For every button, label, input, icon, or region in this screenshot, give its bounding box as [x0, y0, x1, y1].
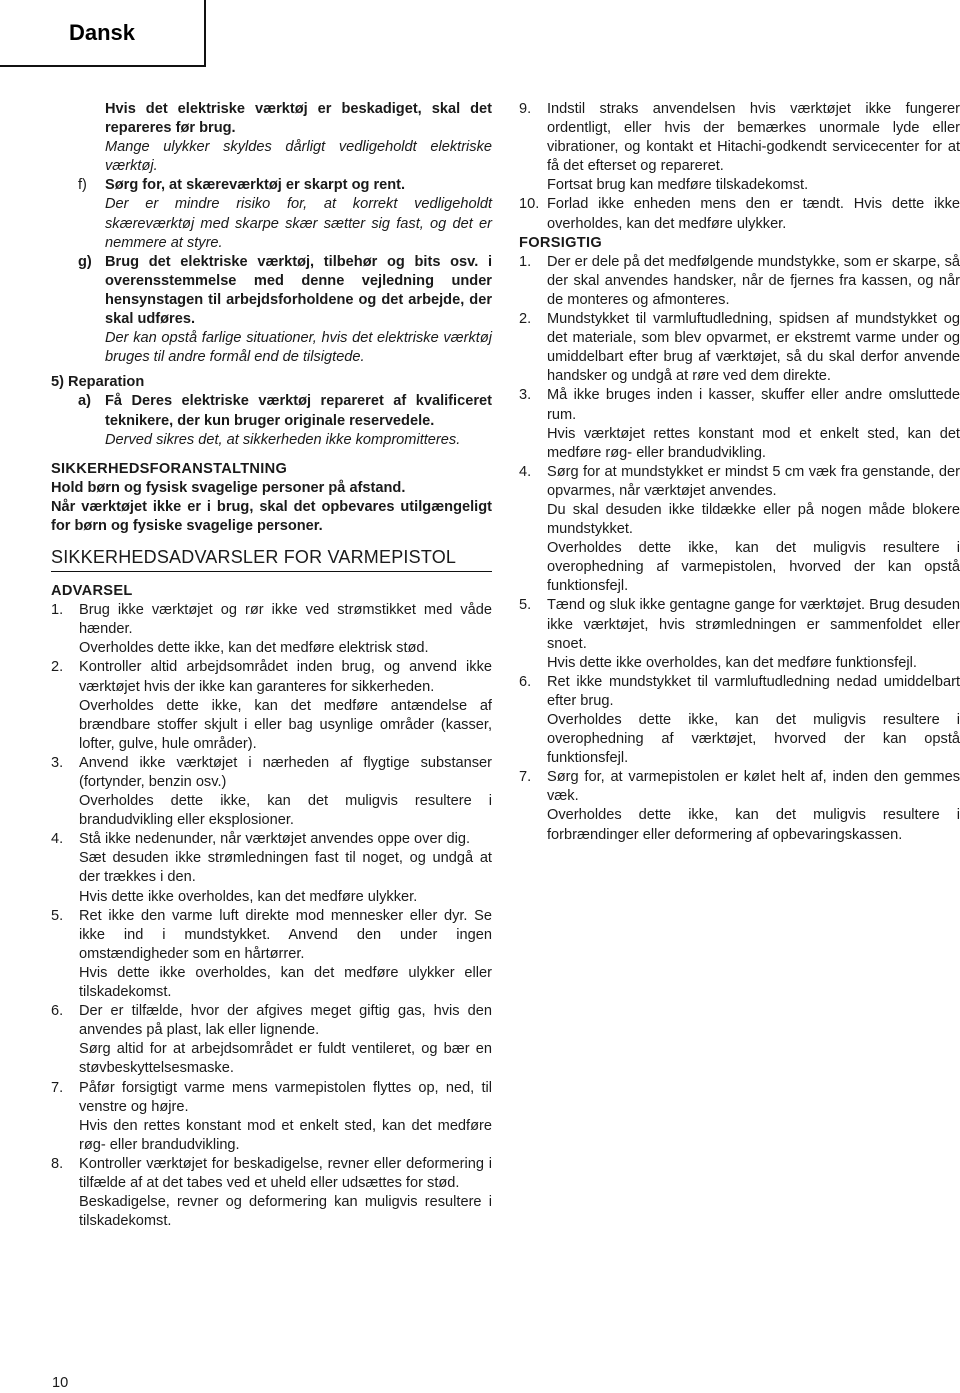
- item-number: 1.: [51, 602, 64, 619]
- item-text: Påfør forsigtigt varme mens varmepistolen flyttes op, ned, til venstre og højre.: [79, 1079, 492, 1115]
- item-extra: Overholdes dette ikke, kan det muligvis resultere i brandudvikling eller eksplosioner.: [79, 793, 492, 829]
- item-extra: Sørg altid for at arbejdsområdet er fuldt ventileret, og bær en støvbeskyttelsesmaske.: [79, 1041, 492, 1077]
- list-item: [51, 907, 492, 1002]
- intro-italic-text: Mange ulykker skyldes dårligt vedligeholdt elektriske værktøj.: [105, 139, 492, 175]
- item-extra: Hvis dette ikke overholdes, kan det medføre funktionsfejl.: [547, 654, 917, 671]
- item-number: 10.: [519, 196, 540, 213]
- item-text: Der er dele på det medfølgende mundstykke, som er skarpe, så der skal anvendes handsker, når de fjernes fra kassen, og når de monteres og afmonteres.: [547, 253, 960, 308]
- section-5-title: 5) Reparation: [51, 374, 145, 391]
- item-text: Anvend ikke værktøjet i nærheden af flygtige substanser (fortynder, benzin osv.): [79, 754, 492, 790]
- warning-label: ADVARSEL: [51, 583, 133, 600]
- item-extra: Hvis værktøjet rettes konstant mod et enkelt sted, kan det medføre røg- eller brandudvikling.: [547, 425, 960, 461]
- item-number: 3.: [51, 754, 64, 771]
- item-extra: Sæt desuden ikke strømledningen fast til noget, og undgå at der trækkes i den.: [79, 850, 492, 886]
- item-extra: Overholdes dette ikke, kan det muligvis resultere i overophedning af varmepistolen, hvorved der kan opstå funktionsfejl.: [547, 540, 960, 595]
- item-a-italic: Derved sikres det, at sikkerheden ikke kompromitteres.: [105, 431, 461, 448]
- item-extra: Hvis dette ikke overholdes, kan det medføre ulykker eller tilskadekomst.: [79, 964, 492, 1001]
- list-item: [519, 673, 960, 768]
- item-text: Kontroller værktøjet for beskadigelse, revner eller deformering i tilfælde af at det tabes ved et uheld eller udsættes for stød.: [79, 1155, 492, 1191]
- language-title: Dansk: [69, 20, 136, 45]
- list-item: [519, 596, 960, 672]
- item-text: Tænd og sluk ikke gentagne gange for værktøjet. Brug desuden ikke værktøjet, hvis strømledningen er sammenfoldet eller snoet.: [547, 597, 960, 652]
- item-number: 1.: [519, 253, 532, 270]
- intro-bold-text: Hvis det elektriske værktøj er beskadiget, skal det repareres før brug.: [105, 101, 492, 137]
- item-text: Må ikke bruges inden i kasser, skuffer eller andre omsluttede rum.: [547, 387, 960, 423]
- item-f-label: f): [78, 177, 87, 194]
- item-g-bold: Brug det elektriske værktøj, tilbehør og bits osv. i overensstemmelse med denne vejledning under hensynstagen til arbejdsforholdene og det arbejde, der skal udføres.: [105, 253, 492, 328]
- item-g-label: g): [78, 253, 92, 270]
- left-column: [51, 100, 492, 1231]
- item-number: 2.: [519, 311, 532, 328]
- item-number: 9.: [519, 101, 532, 117]
- item-a-bold: Få Deres elektriske værktøj repareret af kvalificeret teknikere, der kun bruger originale reservedele.: [105, 393, 492, 429]
- item-number: 7.: [51, 1079, 64, 1096]
- item-text: Kontroller altid arbejdsområdet inden brug, og anvend ikke værktøjet hvis der ikke kan garanteres for sikkerheden.: [79, 659, 492, 695]
- item-text: Ret ikke mundstykket til varmluftudledning nedad umiddelbart efter brug.: [547, 673, 960, 709]
- item-text: Sørg for at mundstykket er mindst 5 cm væk fra genstande, der opvarmes, når værktøjet anvendes.: [547, 463, 960, 499]
- item-text: Der er tilfælde, hvor der afgives meget giftig gas, hvis den anvendes på plast, lak eller lignende.: [79, 1003, 492, 1039]
- item-text: Brug ikke værktøjet og rør ikke ved strømstikket med våde hænder.: [79, 602, 492, 638]
- list-item: [51, 1002, 492, 1078]
- item-f-bold: Sørg for, at skæreværktøj er skarpt og rent.: [105, 177, 406, 194]
- safety-heading: SIKKERHEDSFORANSTALTNING: [51, 460, 288, 477]
- item-f: [51, 176, 492, 252]
- item-g: [51, 253, 492, 368]
- list-item: [519, 253, 960, 310]
- item-extra: Fortsat brug kan medføre tilskadekomst.: [547, 177, 809, 194]
- list-item: [519, 310, 960, 386]
- list-item: [519, 386, 960, 462]
- item-number: 6.: [519, 673, 532, 690]
- item-text: Mundstykket til varmluftudledning, spidsen af mundstykket og det materiale, som blev opvarmet, er ekstremt varme under og umiddelbart efter brug af værktøjet, så du skal derfor anvende handsker og undgå at røre ved dem direkte.: [547, 311, 960, 385]
- list-item: [519, 463, 960, 597]
- item-number: 4.: [519, 463, 532, 480]
- item-number: 4.: [51, 831, 64, 848]
- right-column: [519, 100, 960, 845]
- item-number: 5.: [51, 907, 64, 924]
- item-extra: Hvis den rettes konstant mod et enkelt sted, kan det medføre røg- eller brandudvikling.: [79, 1117, 492, 1153]
- item-number: 8.: [51, 1155, 64, 1172]
- item-text: Ret ikke den varme luft direkte mod mennesker eller dyr. Se ikke ind i mundstykket. Anvend den under ingen omstændigheder som en hårtørrer.: [79, 907, 492, 962]
- item-extra: Du skal desuden ikke tildække eller på nogen måde blokere mundstykket.: [547, 501, 960, 538]
- section-title: SIKKERHEDSADVARSLER FOR VARMEPISTOL: [51, 546, 492, 572]
- item-text: Sørg for, at varmepistolen er kølet helt af, inden den gemmes væk.: [547, 769, 960, 805]
- item-extra: Overholdes dette ikke, kan det muligvis resultere i forbrændinger eller deformering af opbevaringskassen.: [547, 807, 960, 843]
- item-extra: Overholdes dette ikke, kan det muligvis resultere i overophedning af værktøjet, hvorved der kan opstå funktionsfejl.: [547, 712, 960, 767]
- item-f-italic: Der er mindre risiko for, at korrekt vedligeholdt skæreværktøj med skarpe skær sætter sig fast, og det er nemmere at styre.: [105, 196, 492, 251]
- list-item: [51, 1079, 492, 1155]
- item-extra: Overholdes dette ikke, kan det medføre antændelse af brændbare stoffer skjult i eller bag usynlige områder (kasser, lofter, gulve, hule områder).: [79, 697, 492, 752]
- caution-label: FORSIGTIG: [519, 234, 602, 251]
- item-text: Stå ikke nedenunder, når værktøjet anvendes oppe over dig.: [79, 831, 471, 848]
- list-item: [519, 100, 960, 195]
- item-text: Indstil straks anvendelsen hvis værktøjet ikke fungerer ordentligt, eller hvis der bemærkes unormale lyde eller vibrationer, og kontakt et Hitachi-godkendt servicecenter for at få det efterset og repareret.: [547, 101, 960, 175]
- item-number: 6.: [51, 1003, 64, 1020]
- item-number: 5.: [519, 597, 532, 614]
- safety-line-1: Hold børn og fysisk svagelige personer på afstand.: [51, 479, 406, 496]
- warning-list: [51, 601, 492, 1231]
- list-item: [51, 830, 492, 906]
- item-a: [51, 392, 492, 449]
- item-g-italic: Der kan opstå farlige situationer, hvis det elektriske værktøj bruges til andre formål end de tilsigtede.: [105, 330, 492, 366]
- item-number: 3.: [519, 387, 532, 404]
- item-number: 7.: [519, 769, 532, 786]
- item-extra: Beskadigelse, revner og deformering kan muligvis resultere i tilskadekomst.: [79, 1194, 492, 1230]
- safety-line-2: Når værktøjet ikke er i brug, skal det opbevares utilgængeligt for børn og fysiske svagelige personer.: [51, 498, 492, 534]
- item-a-label: a): [78, 393, 91, 410]
- list-item: [51, 658, 492, 753]
- page-number: 10: [52, 1375, 69, 1391]
- item-text: Forlad ikke enheden mens den er tændt. Hvis dette ikke overholdes, kan det medføre ulykker.: [547, 196, 960, 232]
- list-item: [519, 195, 960, 233]
- item-extra: Hvis dette ikke overholdes, kan det medføre ulykker.: [79, 888, 418, 905]
- list-item: [519, 768, 960, 844]
- list-item: [51, 1155, 492, 1231]
- list-item: [51, 754, 492, 830]
- item-number: 2.: [51, 659, 64, 676]
- list-item: [51, 601, 492, 658]
- item-extra: Overholdes dette ikke, kan det medføre elektrisk stød.: [79, 640, 429, 657]
